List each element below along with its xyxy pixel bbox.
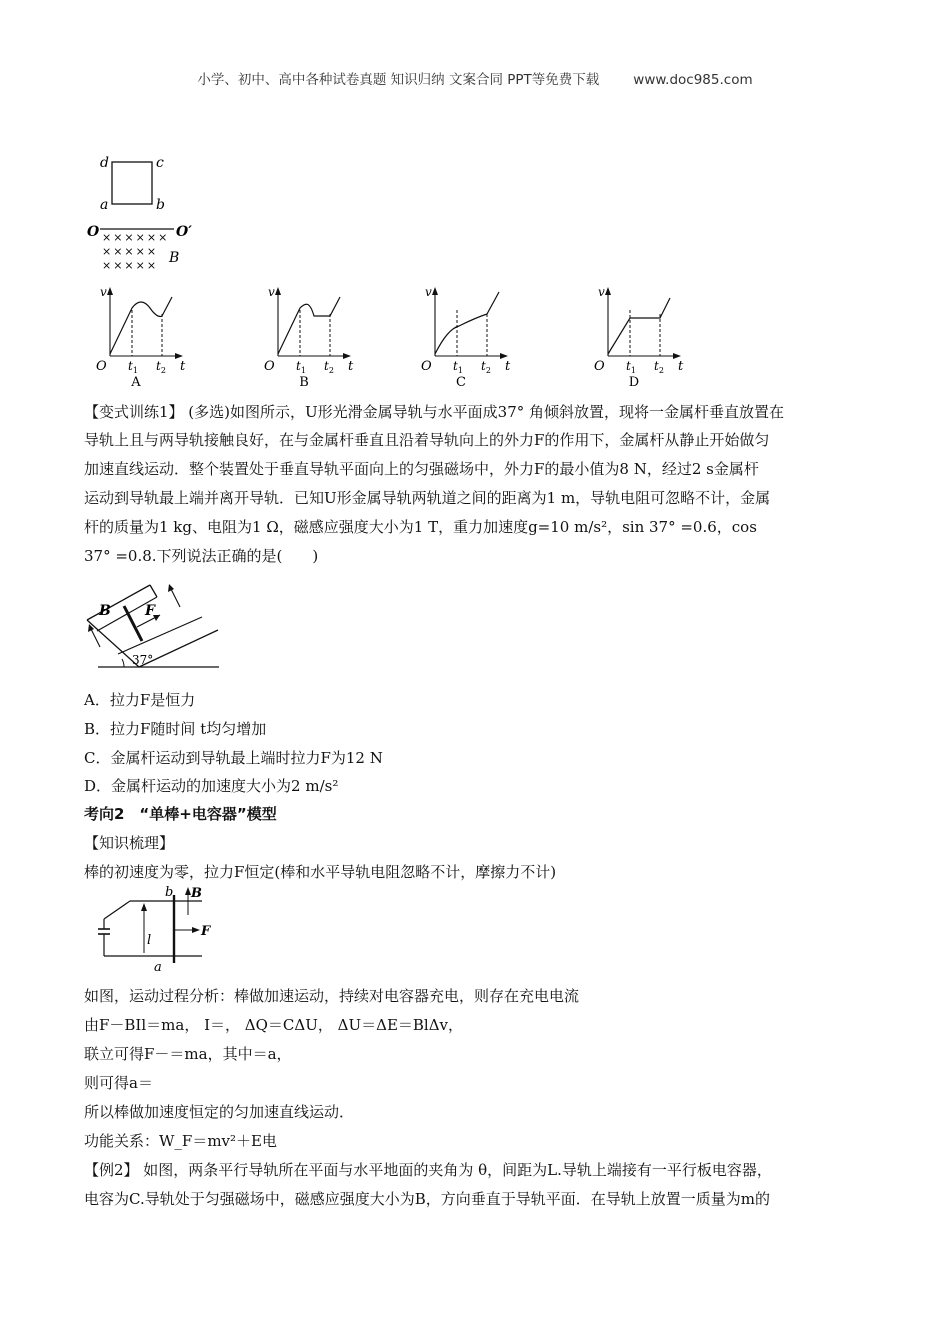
t1-label: $t_1$ bbox=[626, 359, 636, 375]
velocity-curve bbox=[608, 298, 670, 354]
t-axis-label: t bbox=[505, 359, 511, 374]
analysis-line-3: 联立可得F－＝ma，其中＝a， bbox=[84, 1045, 292, 1063]
force-arrowhead-f bbox=[192, 927, 200, 933]
capacitor-circuit-figure bbox=[90, 883, 220, 975]
vt-graph-b bbox=[264, 285, 354, 390]
label-rod-b: b bbox=[165, 885, 174, 900]
t2-label: $t_2$ bbox=[654, 359, 664, 375]
label-force-f: F bbox=[201, 924, 211, 939]
velocity-curve bbox=[278, 297, 340, 354]
t-axis-label: t bbox=[678, 359, 684, 374]
section-heading: 考向2 “单棒+电容器”模型 bbox=[84, 805, 277, 823]
analysis-line-1: 如图，运动过程分析：棒做加速运动，持续对电容器充电，则存在充电电流 bbox=[84, 987, 580, 1005]
label-o-prime: O′ bbox=[176, 224, 192, 240]
t2-label: $t_2$ bbox=[481, 359, 491, 375]
v-axis-label: v bbox=[100, 285, 107, 299]
label-f: F bbox=[145, 603, 155, 619]
field-label-b: B bbox=[169, 250, 180, 266]
corner-a: a bbox=[100, 197, 109, 213]
field-row-2: ××××× bbox=[102, 245, 159, 258]
vt-graph-c bbox=[421, 285, 511, 390]
label-field-b: B bbox=[191, 886, 202, 901]
vt-graph-a bbox=[96, 285, 186, 390]
section-intro: 棒的初速度为零，拉力F恒定(棒和水平导轨电阻忽略不计，摩擦力不计) bbox=[84, 863, 557, 881]
v-axis-arrowhead bbox=[275, 287, 281, 295]
label-length-l: l bbox=[147, 933, 152, 948]
exercise-line-1: 【变式训练1】 (多选)如图所示，U形光滑金属导轨与水平面成37° 角倾斜放置，现将一金属杆垂直放置在 bbox=[84, 403, 785, 421]
example-line-2: 电容为C.导轨处于匀强磁场中，磁感应强度大小为B，方向垂直于导轨平面．在导轨上放置一质量为m的 bbox=[84, 1190, 770, 1208]
field-arrowhead-2 bbox=[168, 584, 174, 592]
inclined-rail-figure bbox=[84, 575, 224, 680]
corner-c: c bbox=[156, 155, 164, 171]
option-a: A．拉力F是恒力 bbox=[84, 691, 196, 709]
rail-upper-cap bbox=[150, 585, 157, 597]
option-d: D．金属杆运动的加速度大小为2 m/s² bbox=[84, 777, 339, 795]
graph-caption-d: D bbox=[628, 375, 640, 390]
left-top-wire bbox=[104, 901, 130, 919]
graph-caption-c: C bbox=[456, 375, 466, 390]
label-b: B bbox=[99, 603, 111, 619]
t2-label: $t_2$ bbox=[324, 359, 334, 375]
t1-label: $t_1$ bbox=[128, 359, 138, 375]
t-axis-label: t bbox=[348, 359, 354, 374]
loop-and-graphs-figure bbox=[80, 150, 800, 395]
origin-label: O bbox=[96, 359, 107, 374]
analysis-line-4: 则可得a＝ bbox=[84, 1074, 153, 1092]
field-arrowhead-left bbox=[141, 903, 147, 911]
analysis-line-2: 由F－BIl＝ma， I＝， ΔQ＝CΔU， ΔU＝ΔE＝BlΔv， bbox=[84, 1016, 464, 1034]
origin-label: O bbox=[421, 359, 432, 374]
field-row-1: ×××××× bbox=[102, 231, 170, 244]
v-axis-label: v bbox=[425, 285, 432, 299]
v-axis-arrowhead bbox=[107, 287, 113, 295]
v-axis-arrowhead bbox=[605, 287, 611, 295]
metal-rod bbox=[124, 606, 142, 641]
section-subheading: 【知识梳理】 bbox=[84, 834, 175, 852]
rail-lower-inner bbox=[118, 617, 202, 654]
rail-upper-top bbox=[87, 585, 150, 620]
analysis-line-6: 功能关系：W_F＝mv²＋E电 bbox=[84, 1132, 277, 1150]
corner-b: b bbox=[156, 197, 165, 213]
v-axis-arrowhead bbox=[432, 287, 438, 295]
example-line-1: 【例2】 如图，两条平行导轨所在平面与水平地面的夹角为 θ，间距为L.导轨上端接有一平行板电容器， bbox=[84, 1161, 772, 1179]
origin-label: O bbox=[264, 359, 275, 374]
exercise-line-2: 导轨上且与两导轨接触良好，在与金属杆垂直且沿着导轨向上的外力F的作用下，金属杆从静止开始做匀 bbox=[84, 431, 770, 449]
t1-label: $t_1$ bbox=[453, 359, 463, 375]
loop-diagram bbox=[87, 155, 192, 272]
option-b: B．拉力F随时间 t均匀增加 bbox=[84, 720, 267, 738]
velocity-curve bbox=[110, 297, 172, 354]
field-row-3: ××××× bbox=[102, 259, 159, 272]
graph-caption-a: A bbox=[131, 375, 141, 390]
header-text: 小学、初中、高中各种试卷真题 知识归纳 文案合同 PPT等免费下载 bbox=[197, 72, 600, 88]
label-o: O bbox=[87, 224, 100, 240]
square-loop bbox=[112, 162, 152, 204]
v-axis-label: v bbox=[598, 285, 605, 299]
t-axis-label: t bbox=[180, 359, 186, 374]
graph-caption-b: B bbox=[299, 375, 309, 390]
option-c: C．金属杆运动到导轨最上端时拉力F为12 N bbox=[84, 749, 383, 767]
header-url[interactable]: www.doc985.com bbox=[633, 72, 753, 88]
vt-graph-d bbox=[594, 285, 684, 390]
angle-arc bbox=[122, 659, 124, 667]
velocity-curve bbox=[435, 292, 499, 354]
label-a: a bbox=[154, 960, 162, 975]
origin-label: O bbox=[594, 359, 605, 374]
exercise-line-5: 杆的质量为1 kg、电阻为1 Ω，磁感应强度大小为1 T，重力加速度g=10 m/s²，sin 37° =0.6，cos bbox=[84, 518, 757, 536]
t1-label: $t_1$ bbox=[296, 359, 306, 375]
corner-d: d bbox=[100, 155, 109, 171]
label-angle: 37° bbox=[132, 653, 154, 667]
exercise-line-3: 加速直线运动．整个装置处于垂直导轨平面向上的匀强磁场中，外力F的最小值为8 N，经过2 s金属杆 bbox=[84, 460, 759, 478]
analysis-line-5: 所以棒做加速度恒定的匀加速直线运动． bbox=[84, 1103, 355, 1121]
v-axis-label: v bbox=[268, 285, 275, 299]
page-header bbox=[0, 68, 950, 88]
t2-label: $t_2$ bbox=[156, 359, 166, 375]
exercise-line-6: 37° =0.8.下列说法正确的是( ) bbox=[84, 547, 319, 565]
exercise-line-4: 运动到导轨最上端并离开导轨．已知U形金属导轨两轨道之间的距离为1 m，导轨电阻可忽略不计，金属 bbox=[84, 489, 771, 507]
